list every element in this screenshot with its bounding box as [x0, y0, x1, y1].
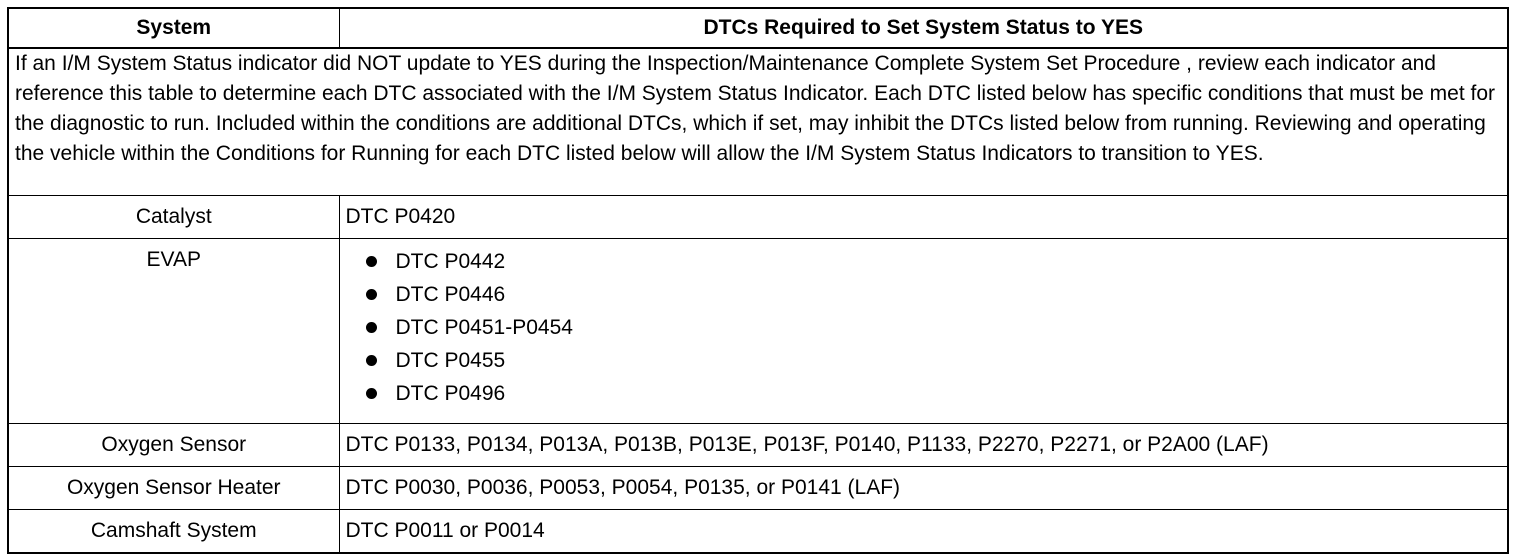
intro-text: If an I/M System Status indicator did NOT update to YES during the Inspection/Maintenance Complete System Set Procedure , review each indicator and reference this table to determine each DTC associated with the I/M System Status Indicator. Each DTC listed below has specific conditions that must be met for the diagnostic to run. Included within the conditions are additional DTCs, which if set, may inhibit the DTCs listed below from running. Reviewing and operating the vehicle within the Conditions for Running for each DTC listed below will allow the I/M System Status Indicators to transition to YES. [8, 48, 1508, 195]
bullet-icon [366, 355, 377, 366]
list-item-label: DTC P0455 [395, 348, 506, 372]
dtc-cell: DTC P0133, P0134, P013A, P013B, P013E, P013F, P0140, P1133, P2270, P2271, or P2A00 (LAF) [339, 423, 1508, 466]
table-row-camshaft-system [8, 509, 1508, 553]
list-item [364, 344, 1502, 377]
intro-row [8, 48, 1508, 195]
bullet-icon [366, 388, 377, 399]
table-row-oxygen-sensor-heater [8, 466, 1508, 509]
list-item [364, 311, 1502, 344]
system-cell: Catalyst [8, 195, 339, 238]
header-dtcs: DTCs Required to Set System Status to YES [339, 8, 1508, 48]
system-cell: Oxygen Sensor Heater [8, 466, 339, 509]
table-row-oxygen-sensor [8, 423, 1508, 466]
system-cell: Oxygen Sensor [8, 423, 339, 466]
list-item-label: DTC P0442 [395, 249, 506, 273]
system-cell: EVAP [8, 238, 339, 423]
dtc-cell: DTC P0420 [339, 195, 1508, 238]
dtc-bullet-list [346, 245, 1502, 410]
list-item-label: DTC P0496 [395, 381, 506, 405]
list-item-label: DTC P0446 [395, 282, 506, 306]
bullet-icon [366, 289, 377, 300]
dtc-cell [339, 238, 1508, 423]
list-item [364, 377, 1502, 410]
list-item-label: DTC P0451-P0454 [395, 315, 573, 339]
header-system: System [8, 8, 339, 48]
table-row-evap [8, 238, 1508, 423]
im-system-status-table [7, 7, 1509, 554]
table-row-catalyst [8, 195, 1508, 238]
dtc-cell: DTC P0011 or P0014 [339, 509, 1508, 553]
bullet-icon [366, 322, 377, 333]
bullet-icon [366, 256, 377, 267]
header-row [8, 8, 1508, 48]
list-item [364, 245, 1502, 278]
list-item [364, 278, 1502, 311]
dtc-cell: DTC P0030, P0036, P0053, P0054, P0135, or P0141 (LAF) [339, 466, 1508, 509]
system-cell: Camshaft System [8, 509, 339, 553]
